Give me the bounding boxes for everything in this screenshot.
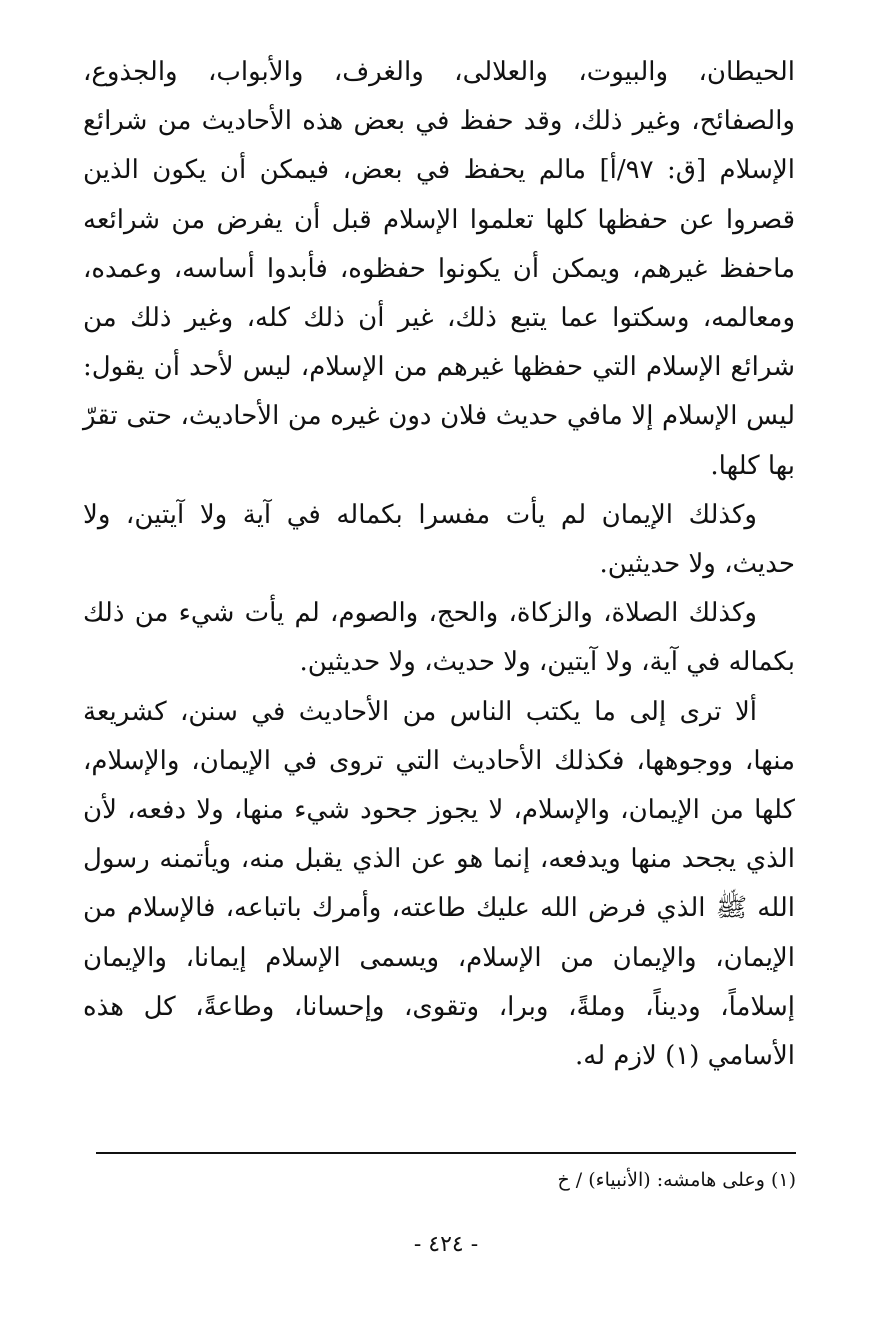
footnote: (١) وعلى هامشه: (الأنبياء) / خ — [557, 1169, 796, 1191]
paragraph-2: وكذلك الإيمان لم يأت مفسرا بكماله في آية ولا آيتين، ولا حديث، ولا حديثين. — [83, 499, 795, 580]
main-text — [83, 48, 795, 1081]
paragraph-4: ألا ترى إلى ما يكتب الناس من الأحاديث في سنن، كشريعة منها، ووجوهها، فكذلك الأحاديث التي تروى في الإيمان، والإسلام، كلها من الإيمان، والإسلام، لا يجوز جحود شيء منها، ولا دفعه، لأن الذي يجحد منها ويدفعه، إنما هو عن الذي يقبل منه، ويأتمنه رسول الله ﷺ الذي فرض الله عليك طاعته، وأمرك باتباعه، فالإسلام من الإيمان، والإيمان من الإسلام، ويسمى الإسلام إيمانا، والإيمان إسلاماً، وديناً، وملةً، وبرا، وتقوى، وإحسانا، وطاعةً، كل هذه الأسامي (١) لازم له. — [83, 696, 795, 1072]
footnote-divider — [96, 1152, 796, 1154]
page-number: - ٤٢٤ - — [413, 1232, 479, 1257]
paragraph-1: الحيطان، والبيوت، والعلالى، والغرف، والأبواب، والجذوع، والصفائح، وغير ذلك، وقد حفظ في بعض هذه الأحاديث من شرائع الإسلام [ق: ٩٧/أ] مالم يحفظ في بعض، فيمكن أن يكون الذين قصروا عن حفظها كلها تعلموا الإسلام قبل أن يفرض من شرائعه ماحفظ غيرهم، ويمكن أن يكونوا حفظوه، فأبدوا أساسه، وعمده، ومعالمه، وسكتوا عما يتبع ذلك، غير أن ذلك كله، وغير ذلك من شرائع الإسلام التي حفظها غيرهم من الإسلام، ليس لأحد أن يقول: ليس الإسلام إلا مافي حديث فلان دون غيره من الأحاديث، حتى تقرّ بها كلها. — [83, 57, 796, 481]
paragraph-3: وكذلك الصلاة، والزكاة، والحج، والصوم، لم يأت شيء من ذلك بكماله في آية، ولا آيتين، ولا حديث، ولا حديثين. — [83, 598, 795, 678]
